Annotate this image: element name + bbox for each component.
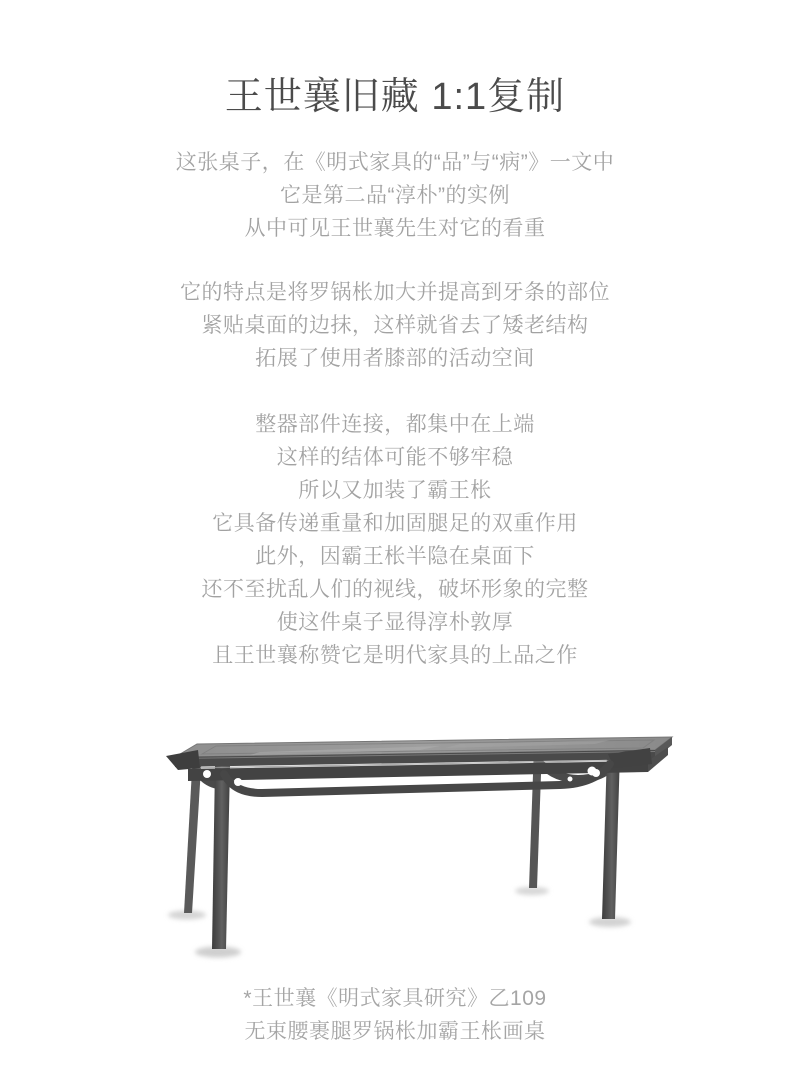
side-rail-opening <box>568 777 573 782</box>
features-paragraph <box>0 276 790 375</box>
table-illustration <box>140 722 680 972</box>
text-line: 从中可见王世襄先生对它的看重 <box>244 217 546 240</box>
text-line: 此外，因霸王枨半隐在桌面下 <box>255 545 535 568</box>
side-rail-opening <box>588 767 597 776</box>
structure-paragraph <box>0 408 790 672</box>
table-left-corner-block <box>166 750 200 770</box>
text-line: 还不至扰乱人们的视线，破坏形象的完整 <box>201 578 589 601</box>
text-line: 使这件桌子显得淳朴敦厚 <box>276 611 514 634</box>
figure-caption <box>0 982 790 1048</box>
text-line: 它的特点是将罗锅枨加大并提高到牙条的部位 <box>180 281 610 304</box>
caption-line: 无束腰裹腿罗锅枨加霸王枨画桌 <box>244 1020 546 1043</box>
caption-line: *王世襄《明式家具研究》乙109 <box>243 987 547 1010</box>
text-line: 这样的结体可能不够牢稳 <box>276 446 514 469</box>
intro-paragraph <box>0 146 790 245</box>
page-title: 王世襄旧藏 1:1复制 <box>224 76 566 118</box>
table-photo <box>140 722 680 972</box>
side-rail-opening <box>203 770 211 778</box>
table-front-right-leg <box>602 752 620 919</box>
stretcher-opening <box>234 778 242 786</box>
leg-shadow <box>515 887 549 895</box>
text-line: 它是第二品“淳朴”的实例 <box>280 184 510 207</box>
text-line: 整器部件连接，都集中在上端 <box>255 413 535 436</box>
text-line: 拓展了使用者膝部的活动空间 <box>255 347 535 370</box>
text-line: 紧贴桌面的边抹，这样就省去了矮老结构 <box>201 314 589 337</box>
text-line: 它具备传递重量和加固腿足的双重作用 <box>212 512 578 535</box>
table-front-left-leg <box>212 766 230 949</box>
text-line: 且王世襄称赞它是明代家具的上品之作 <box>212 644 578 667</box>
text-line: 这张桌子，在《明式家具的“品”与“病”》一文中 <box>175 151 615 174</box>
text-line: 所以又加装了霸王枨 <box>298 479 492 502</box>
